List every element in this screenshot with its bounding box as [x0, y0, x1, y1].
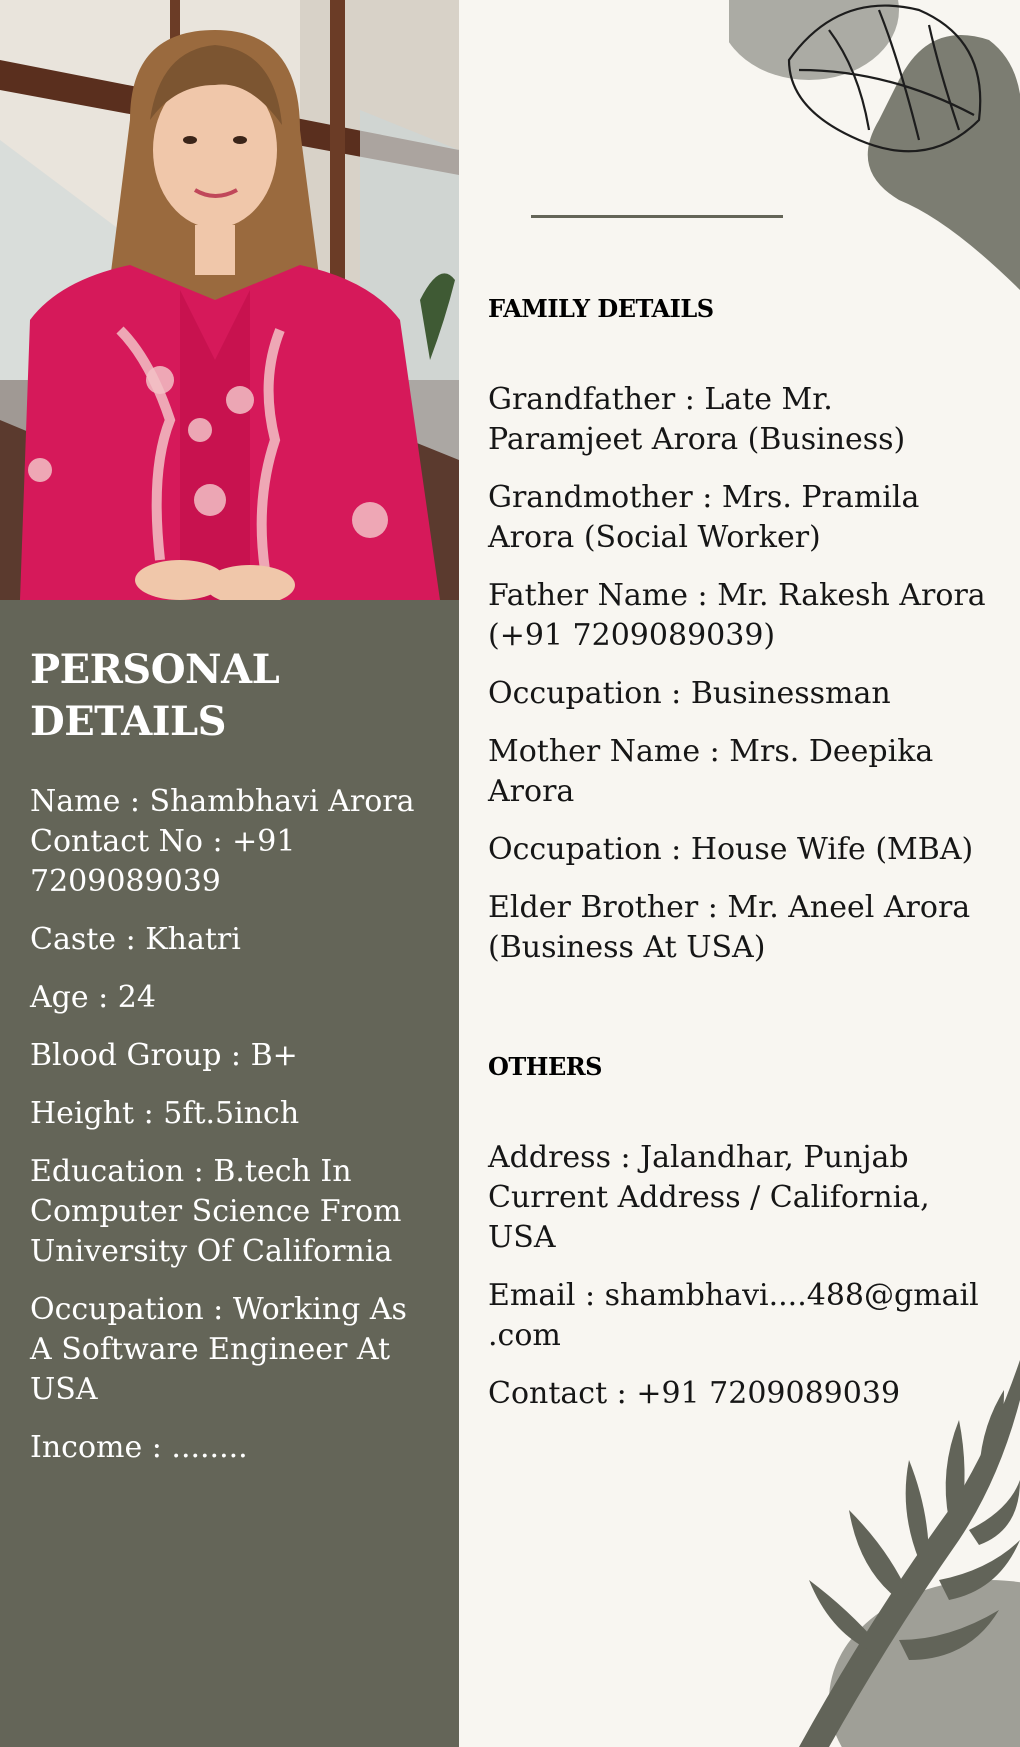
personal-details-heading: PERSONAL DETAILS — [30, 646, 280, 745]
family-item-father-occupation: Occupation : Businessman — [488, 676, 891, 711]
leaf-decoration-top-icon — [729, 0, 1020, 290]
personal-details-list — [30, 782, 430, 1486]
family-item-mother-occupation: Occupation : House Wife (MBA) — [488, 832, 974, 867]
family-item-father: Father Name : Mr. Rakesh Arora (+91 7209089039) — [488, 578, 986, 653]
section-divider — [531, 215, 783, 218]
others-item-contact: Contact : +91 7209089039 — [488, 1376, 901, 1411]
personal-item-education: Education : B.tech In Computer Science From University Of California — [30, 1154, 402, 1269]
personal-panel — [0, 0, 459, 1747]
profile-photo-illustration — [0, 0, 459, 600]
family-details-heading: FAMILY DETAILS — [488, 294, 714, 323]
personal-item-name: Name : Shambhavi Arora Contact No : +91 7209089039 — [30, 784, 415, 899]
others-list — [488, 1138, 988, 1432]
personal-item-height: Height : 5ft.5inch — [30, 1096, 300, 1131]
family-details-list — [488, 380, 988, 986]
others-heading: OTHERS — [488, 1052, 603, 1081]
personal-item-income: Income : ........ — [30, 1430, 248, 1465]
family-item-grandmother: Grandmother : Mrs. Pramila Arora (Social Worker) — [488, 480, 920, 555]
family-item-mother: Mother Name : Mrs. Deepika Arora — [488, 734, 934, 809]
family-item-grandfather: Grandfather : Late Mr. Paramjeet Arora (Business) — [488, 382, 906, 457]
others-item-address: Address : Jalandhar, Punjab Current Address / California, USA — [488, 1140, 930, 1255]
personal-item-occupation: Occupation : Working As A Software Engineer At USA — [30, 1292, 407, 1407]
personal-item-age: Age : 24 — [30, 980, 156, 1015]
personal-item-blood-group: Blood Group : B+ — [30, 1038, 298, 1073]
profile-photo — [0, 0, 459, 600]
family-item-elder-brother: Elder Brother : Mr. Aneel Arora (Business At USA) — [488, 890, 971, 965]
others-item-email: Email : shambhavi....488@gmail .com — [488, 1278, 979, 1353]
personal-item-caste: Caste : Khatri — [30, 922, 241, 957]
